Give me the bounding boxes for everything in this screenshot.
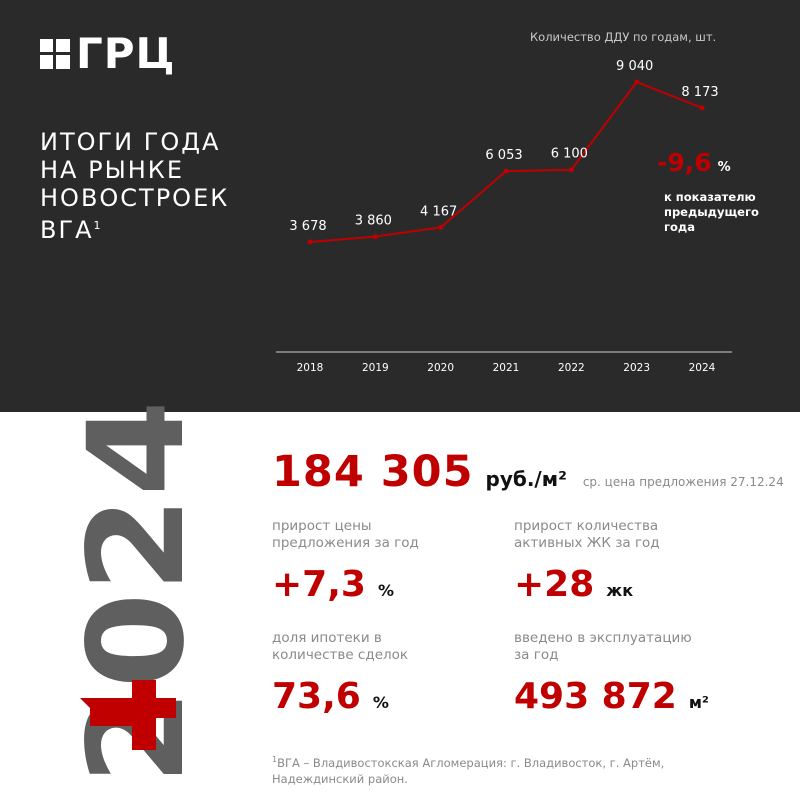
change-value: -9,6 — [657, 148, 712, 177]
logo-text: ГРЦ — [76, 29, 176, 78]
metric-mortgage-share — [272, 630, 408, 717]
x-tick-label: 2019 — [361, 362, 389, 374]
data-point — [569, 167, 574, 172]
data-label: 8 173 — [681, 84, 719, 100]
metric-value: 493 872 — [514, 676, 677, 717]
metric-unit: % — [372, 693, 389, 712]
data-label: 6 100 — [550, 146, 588, 162]
metric-commissioned-area — [514, 630, 709, 717]
data-point — [438, 225, 443, 230]
x-tick-label: 2023 — [623, 362, 651, 374]
metric-value: +7,3 — [272, 564, 366, 605]
footnote-mark: 1 — [272, 755, 278, 764]
average-price-block — [272, 447, 784, 497]
x-tick-label: 2018 — [296, 362, 324, 374]
title-footnote-mark: 1 — [93, 219, 101, 232]
metric-unit: м² — [688, 693, 709, 712]
metric-label-line-2: за год — [514, 647, 559, 663]
metric-label-line-1: введено в эксплуатацию — [514, 630, 692, 646]
data-point — [373, 234, 378, 239]
metric-label-line-2: активных ЖК за год — [514, 535, 660, 551]
footnote — [272, 752, 664, 787]
metric-unit: % — [377, 581, 394, 600]
x-tick-label: 2024 — [688, 362, 716, 374]
data-label: 6 053 — [485, 148, 523, 164]
data-point — [634, 80, 639, 85]
price-unit: руб./м² — [485, 467, 567, 491]
x-tick-label: 2020 — [427, 362, 455, 374]
metric-value: 73,6 — [272, 676, 361, 717]
change-unit: % — [717, 160, 731, 175]
footnote-line-2: Надеждинский район. — [272, 771, 408, 786]
title-line-3: НОВОСТРОЕК — [40, 184, 230, 212]
metric-value: +28 — [514, 564, 595, 605]
title-line-2: НА РЫНКЕ — [40, 156, 184, 184]
price-value: 184 305 — [272, 447, 474, 497]
year-text: 2024 — [60, 417, 214, 785]
title-line-4: ВГА — [40, 216, 94, 244]
metric-label-line-2: количестве сделок — [272, 647, 409, 663]
change-note: к показателю предыдущего года — [664, 190, 759, 234]
price-note: ср. цена предложения 27.12.24 — [582, 475, 784, 489]
footnote-line-1: ВГА – Владивостокская Агломерация: г. Владивосток, г. Артём, — [277, 755, 665, 770]
data-point — [308, 240, 313, 245]
change-indicator — [657, 148, 731, 177]
metric-label-line-2: предложения за год — [272, 535, 419, 551]
metric-active-complexes-growth — [514, 518, 660, 605]
data-label: 3 860 — [354, 213, 392, 229]
x-tick-label: 2022 — [557, 362, 585, 374]
metric-price-growth — [272, 518, 419, 605]
data-point — [700, 105, 705, 110]
data-label: 3 678 — [289, 219, 327, 234]
metric-label-line-1: прирост количества — [514, 518, 659, 534]
metric-unit: жк — [606, 581, 634, 600]
metric-label-line-1: прирост цены — [272, 518, 372, 534]
data-label: 9 040 — [616, 59, 654, 74]
x-tick-label: 2021 — [492, 362, 520, 374]
chart-title: Количество ДДУ по годам, шт. — [530, 30, 717, 44]
title-line-1: ИТОГИ ГОДА — [40, 128, 221, 156]
data-point — [504, 169, 509, 174]
data-label: 4 167 — [420, 204, 458, 220]
metric-label-line-1: доля ипотеки в — [272, 630, 382, 646]
